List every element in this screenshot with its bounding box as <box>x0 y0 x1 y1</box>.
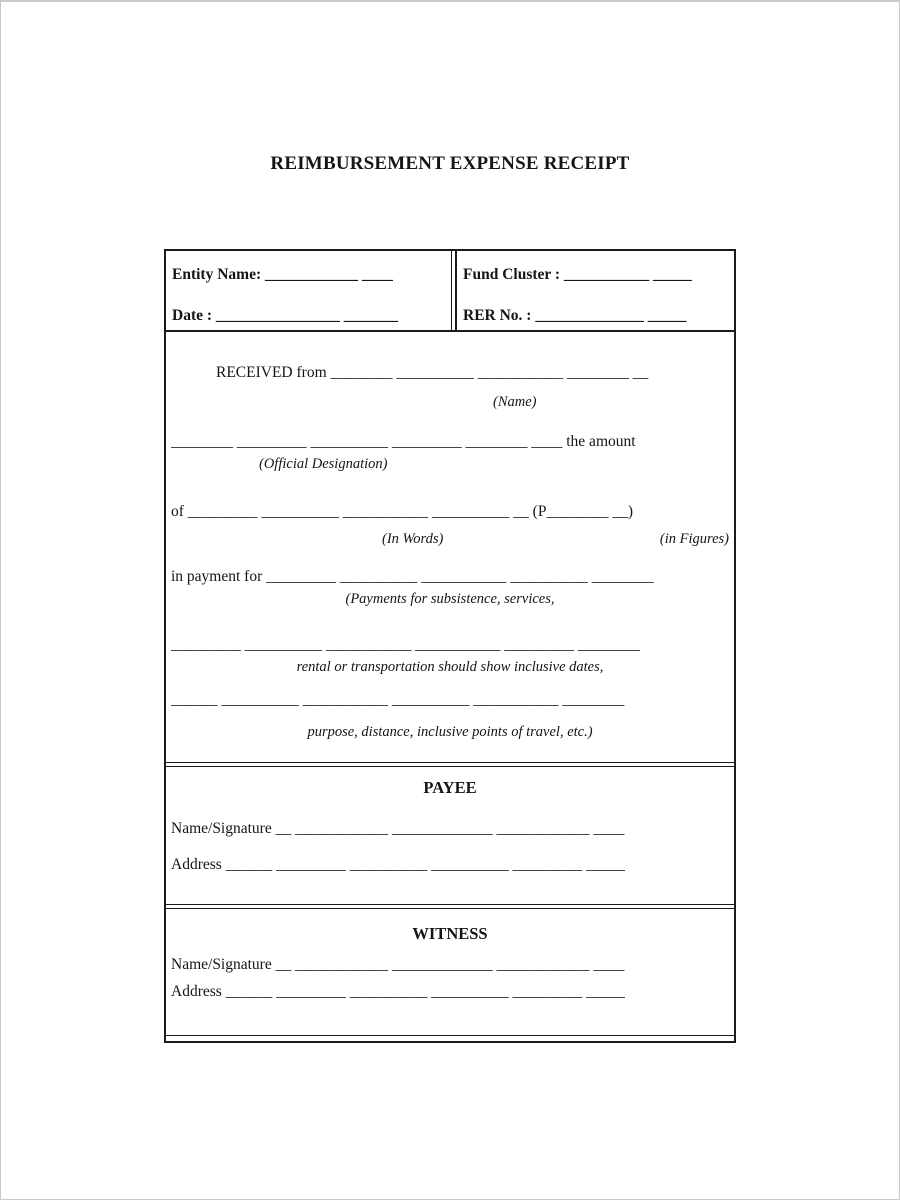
payee-address-row <box>171 854 729 876</box>
entity-name-blank-line: ____________ ____ <box>265 266 393 283</box>
document-title: REIMBURSEMENT EXPENSE RECEIPT <box>270 153 630 174</box>
payee-address-blank-line: ______ _________ __________ __________ _________ _____ <box>225 856 625 873</box>
rer-no-row <box>463 304 730 328</box>
designation-blank-line: ________ _________ __________ _________ ________ ____ <box>171 433 563 450</box>
received-from-blank-line: ________ __________ ___________ ________ __ <box>330 364 649 381</box>
payee-name-signature-row <box>171 818 729 840</box>
header-left-cell <box>166 251 452 330</box>
date-row <box>172 304 447 328</box>
in-payment-for-blank-line: _________ __________ ___________ __________ ________ <box>266 568 654 585</box>
official-designation-caption: (Official Designation) <box>259 456 388 472</box>
in-payment-for-row <box>171 566 729 588</box>
rer-no-label: RER No. : <box>463 307 532 324</box>
date-blank-line: ________________ _______ <box>215 307 399 324</box>
payee-name-signature-blank-line: __ ____________ _____________ ____________ ____ <box>275 820 625 837</box>
witness-name-signature-row <box>171 954 729 976</box>
fund-cluster-blank-line: ___________ _____ <box>563 266 692 283</box>
fund-cluster-label: Fund Cluster : <box>463 266 561 283</box>
payee-name-signature-label: Name/Signature <box>171 820 272 837</box>
witness-address-row <box>171 981 729 1003</box>
witness-heading: WITNESS <box>412 924 488 943</box>
payee-section <box>166 766 734 905</box>
purpose-distance-caption: purpose, distance, inclusive points of travel, etc.) <box>307 724 593 740</box>
of-label: of <box>171 503 184 520</box>
payee-heading: PAYEE <box>423 778 477 797</box>
in-payment-for-label: in payment for <box>171 568 263 585</box>
witness-section <box>166 908 734 1036</box>
received-from-row <box>171 362 729 384</box>
the-amount-text: the amount <box>566 433 636 450</box>
in-words-blank-line: _________ __________ ___________ __________ __ <box>187 503 529 520</box>
amount-in-words-row <box>171 501 729 523</box>
name-caption: (Name) <box>493 394 537 410</box>
in-words-caption: (In Words) <box>382 531 444 547</box>
words-figures-caption-row <box>171 528 729 550</box>
entity-name-row <box>172 263 447 287</box>
witness-address-blank-line: ______ _________ __________ __________ _________ _____ <box>225 983 625 1000</box>
entity-name-label: Entity Name: <box>172 266 262 283</box>
receipt-form-table <box>164 249 736 1043</box>
rental-transportation-caption: rental or transportation should show inclusive dates, <box>296 659 604 675</box>
witness-name-signature-blank-line: __ ____________ _____________ ____________ ____ <box>275 956 625 973</box>
date-label: Date : <box>172 307 213 324</box>
payee-address-label: Address <box>171 856 222 873</box>
peso-figures-blank: (P________ __) <box>532 503 633 520</box>
fund-cluster-row <box>463 263 730 287</box>
witness-address-label: Address <box>171 983 222 1000</box>
receipt-body-section <box>166 332 734 763</box>
details-blank-line-1: _________ __________ ___________ ___________ _________ ________ <box>171 636 640 653</box>
rer-no-blank-line: ______________ _____ <box>535 307 687 324</box>
table-bottom-gap <box>166 1036 734 1041</box>
in-figures-caption: (in Figures) <box>659 531 729 547</box>
received-from-label: RECEIVED from <box>216 364 327 381</box>
witness-name-signature-label: Name/Signature <box>171 956 272 973</box>
form-header-row <box>166 251 734 332</box>
payments-subsistence-caption: (Payments for subsistence, services, <box>345 591 555 607</box>
details-blank-line-2: ______ __________ ___________ __________ ___________ ________ <box>171 691 625 708</box>
header-right-cell <box>455 251 734 330</box>
designation-amount-row <box>171 431 729 453</box>
